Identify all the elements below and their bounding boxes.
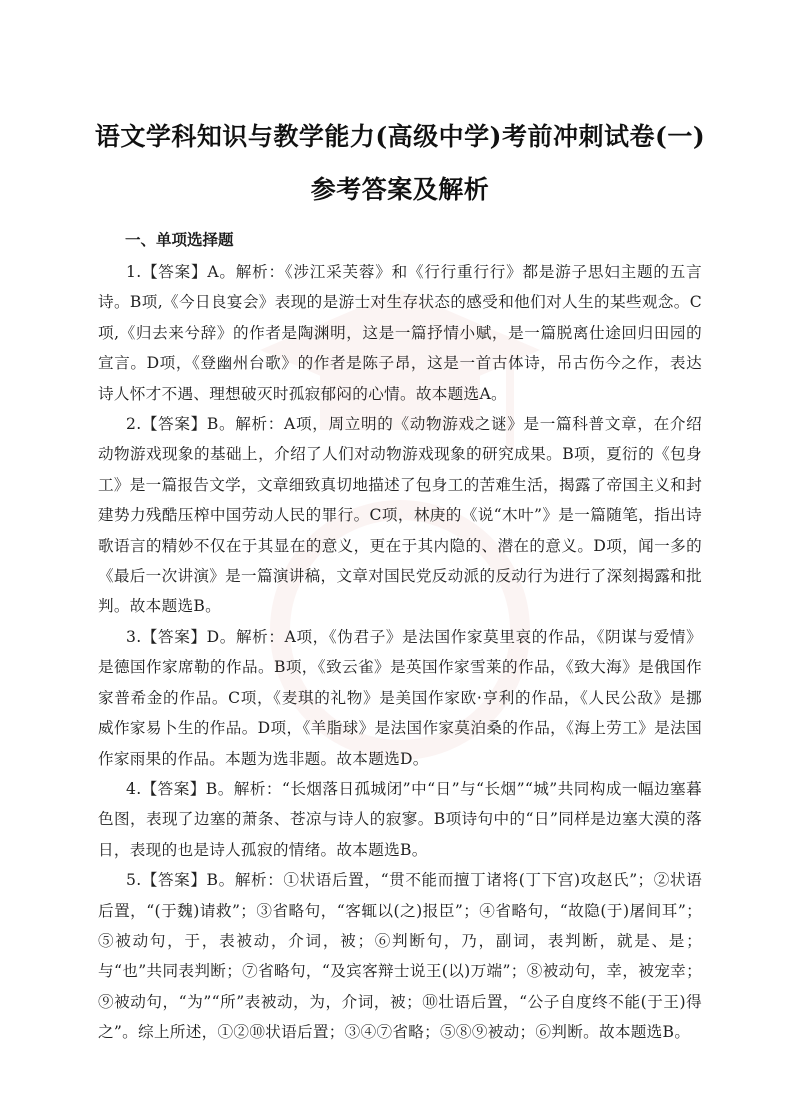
- answer-item-1: 1.【答案】A。解析：《涉江采芙蓉》和《行行重行行》都是游子思妇主题的五言诗。B项,《今日良宴会》表现的是游士对生存状态的感受和他们对人生的某些观念。C项,《归去来兮辞》的作者是陶渊明，这是一篇抒情小赋，是一篇脱离仕途回归田园的宣言。D项，《登幽州台歌》的作者是陈子昂，这是一首古体诗，吊古伤今之作，表达诗人怀才不遇、理想破灭时孤寂郁闷的心情。故本题选A。: [98, 263, 702, 403]
- answer-item-4: 4.【答案】B。解析：“长烟落日孤城闭”中“日”与“长烟”“城”共同构成一幅边塞暮色图，表现了边塞的萧条、苍凉与诗人的寂寥。B项诗句中的“日”同样是边塞大漠的落日，表现的也是诗人孤寂的情绪。故本题选B。: [98, 779, 702, 859]
- page-subtitle: 参考答案及解析: [310, 175, 490, 204]
- page-title: 语文学科知识与教学能力(高级中学)考前冲刺试卷(一): [94, 122, 706, 151]
- answer-item-2: 2.【答案】B。解析：A项，周立明的《动物游戏之谜》是一篇科普文章，在介绍动物游戏现象的基础上，介绍了人们对动物游戏现象的研究成果。B项，夏衍的《包身工》是一篇报告文学，文章细致真切地描述了包身工的苦难生活，揭露了帝国主义和封建势力残酷压榨中国劳动人民的罪行。C项，林庚的《说“木叶”》是一篇随笔，指出诗歌语言的精妙不仅在于其显在的意义，更在于其内隐的、潜在的意义。D项，闻一多的《最后一次讲演》是一篇演讲稿，文章对国民党反动派的反动行为进行了深刻揭露和批判。故本题选B。: [98, 415, 702, 616]
- answer-item-3: 3.【答案】D。解析：A项，《伪君子》是法国作家莫里哀的作品，《阴谋与爱情》是德国作家席勒的作品。B项，《致云雀》是英国作家雪莱的作品，《致大海》是俄国作家普希金的作品。C项，《麦琪的礼物》是美国作家欧·亨利的作品，《人民公敌》是挪威作家易卜生的作品。D项，《羊脂球》是法国作家莫泊桑的作品，《海上劳工》是法国作家雨果的作品。本题为选非题。故本题选D。: [98, 627, 702, 768]
- answer-list: [98, 257, 702, 1048]
- section-heading: 一、单项选择题: [125, 231, 234, 249]
- answer-item-5: 5.【答案】B。解析：①状语后置，“贯不能而擅丁诸将(丁下宫)攻赵氏”；②状语后置，“(于魏)请救”；③省略句，“客辄以(之)报臣”；④省略句，“故隐(于)屠间耳”；⑤被动句，于，表被动，介词，被；⑥判断句，乃，副词，表判断，就是、是；与“也”共同表判断；⑦省略句，“及宾客辩士说王(以)万端”；⑧被动句，幸，被宠幸；⑨被动句，“为”“所”表被动，为，介词，被；⑩壮语后置，“公子自度终不能(于王)得之”。综上所述，①②⑩状语后置；③④⑦省略；⑤⑧⑨被动；⑥判断。故本题选B。: [98, 871, 702, 1042]
